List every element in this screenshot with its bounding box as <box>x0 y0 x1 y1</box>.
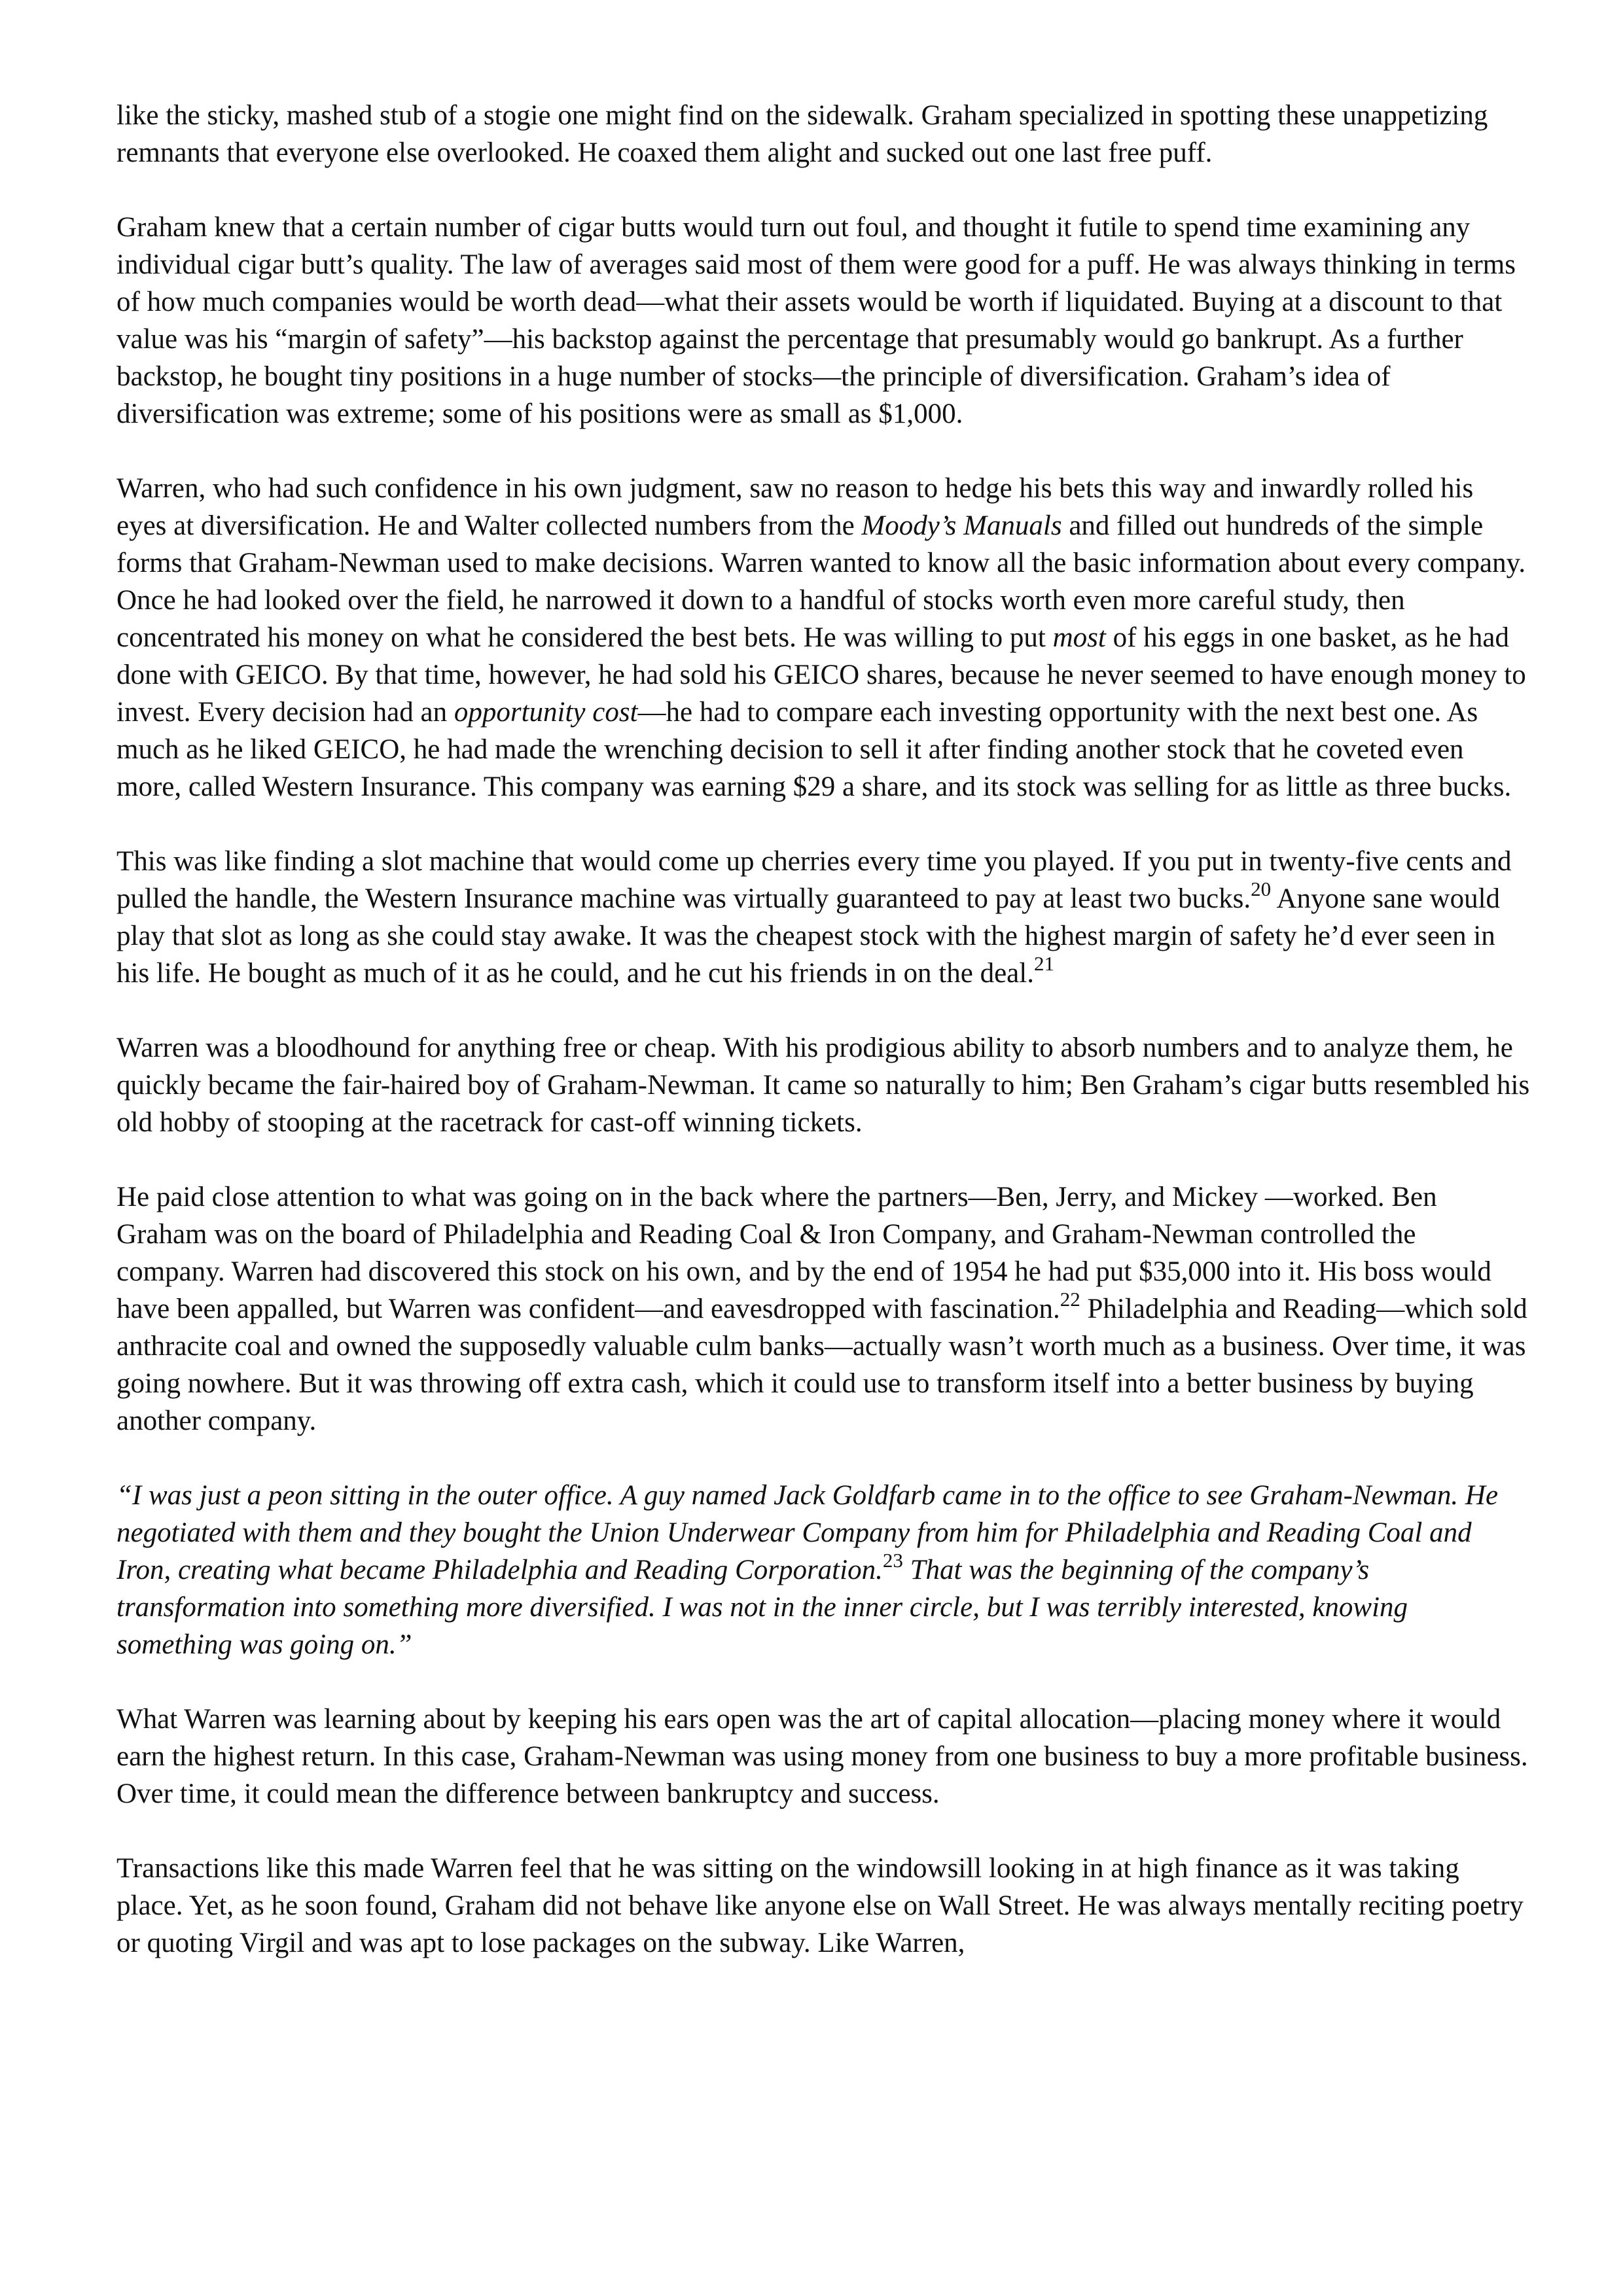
paragraph-text: Philadelphia and Reading—which sold anthracite coal and owned the supposedly valuable culm banks—actually wasn’t worth much as a business. Over time, it was going nowhere. But it was throwing off extra cash, which it could use to transform itself into a better business by buying another company. <box>116 1294 1527 1436</box>
footnote-ref-23[interactable]: 23 <box>882 1549 903 1572</box>
paragraph-text: What Warren was learning about by keeping his ears open was the art of capital allocation—placing money where it would earn the highest return. In this case, Graham-Newman was using money from one business to buy a more profitable business. Over time, it could mean the difference between bankruptcy and success. <box>116 1704 1528 1809</box>
paragraph-text: Graham knew that a certain number of cigar butts would turn out foul, and thought it futile to spend time examining any individual cigar butt’s quality. The law of averages said most of them were good for a puff. He was always thinking in terms of how much companies would be worth dead—what their assets would be worth if liquidated. Buying at a discount to that value was his “margin of safety”—his backstop against the percentage that presumably would go bankrupt. As a further backstop, he bought tiny positions in a huge number of stocks—the principle of diversification. Graham’s idea of diversification was extreme; some of his positions were as small as $1,000. <box>116 212 1516 429</box>
quote-text: “I was just a peon sitting in the outer office. A guy named Jack Goldfarb came in to the office to see Graham-Newman. He negotiated with them and they bought the Union Underwear Company from him for Philadelphia and Reading Coal and Iron, creating what became Philadelphia and Reading Corporation. <box>116 1480 1499 1585</box>
footnote-ref-22[interactable]: 22 <box>1060 1288 1080 1311</box>
paragraph-text: He paid close attention to what was going on in the back where the partners—Ben, Jerry, and Mickey —worked. Ben Graham was on the board of Philadelphia and Reading Coal & Iron Company, and Graham-Newman controlled the company. Warren had discovered this stock on his own, and by the end of 1954 he had put $35,000 into it. His boss would have been appalled, but Warren was confident—and eavesdropped with fascination. <box>116 1182 1491 1324</box>
paragraph-5 <box>116 1029 1530 1141</box>
paragraph-text: Anyone sane would play that slot as long as she could stay awake. It was the cheapest stock with the highest margin of safety he’d ever seen in his life. He bought as much of it as he could, and he cut his friends in on the deal. <box>116 883 1501 989</box>
footnote-ref-21[interactable]: 21 <box>1033 952 1054 975</box>
italic-text: Moody’s Manuals <box>861 510 1062 541</box>
paragraph-8 <box>116 1701 1530 1812</box>
document-page <box>116 97 1530 1962</box>
quote-paragraph <box>116 1477 1530 1663</box>
paragraph-text: Transactions like this made Warren feel that he was sitting on the windowsill looking in at high finance as it was taking place. Yet, as he soon found, Graham did not behave like anyone else on Wall Street. He was always mentally reciting poetry or quoting Virgil and was apt to lose packages on the subway. Like Warren, <box>116 1853 1524 1958</box>
footnote-ref-20[interactable]: 20 <box>1251 877 1272 900</box>
paragraph-9 <box>116 1850 1530 1962</box>
paragraph-4 <box>116 843 1530 992</box>
quote-text: That was the beginning of the company’s transformation into something more diversified. I was not in the inner circle, but I was terribly interested, knowing something was going on.” <box>116 1555 1408 1660</box>
paragraph-3 <box>116 470 1530 805</box>
paragraph-text: of his eggs in one basket, as he had done with GEICO. By that time, however, he had sold his GEICO shares, because he never seemed to have enough money to invest. Every decision had an <box>116 622 1526 728</box>
paragraph-2 <box>116 209 1530 433</box>
paragraph-text: Warren, who had such confidence in his own judgment, saw no reason to hedge his bets this way and inwardly rolled his eyes at diversification. He and Walter collected numbers from the <box>116 473 1474 541</box>
paragraph-text: and filled out hundreds of the simple forms that Graham-Newman used to make decisions. Warren wanted to know all the basic information about every company. Once he had looked over the field, he narrowed it down to a handful of stocks worth even more careful study, then concentrated his money on what he considered the best bets. He was willing to put <box>116 510 1526 653</box>
paragraph-text: Warren was a bloodhound for anything free or cheap. With his prodigious ability to absorb numbers and to analyze them, he quickly became the fair-haired boy of Graham-Newman. It came so naturally to him; Ben Graham’s cigar butts resembled his old hobby of stooping at the racetrack for cast-off winning tickets. <box>116 1033 1530 1138</box>
italic-text: most <box>1052 622 1106 653</box>
paragraph-text: like the sticky, mashed stub of a stogie one might find on the sidewalk. Graham specialized in spotting these unappetizing remnants that everyone else overlooked. He coaxed them alight and sucked out one last free puff. <box>116 100 1488 168</box>
paragraph-1 <box>116 97 1530 171</box>
paragraph-text: This was like finding a slot machine that would come up cherries every time you played. If you put in twenty-five cents and pulled the handle, the Western Insurance machine was virtually guaranteed to pay at least two bucks. <box>116 846 1512 914</box>
paragraph-text: —he had to compare each investing opportunity with the next best one. As much as he liked GEICO, he had made the wrenching decision to sell it after finding another stock that he coveted even more, called Western Insurance. This company was earning $29 a share, and its stock was selling for as little as three bucks. <box>116 697 1512 802</box>
italic-text: opportunity cost <box>454 697 638 728</box>
paragraph-6 <box>116 1178 1530 1439</box>
